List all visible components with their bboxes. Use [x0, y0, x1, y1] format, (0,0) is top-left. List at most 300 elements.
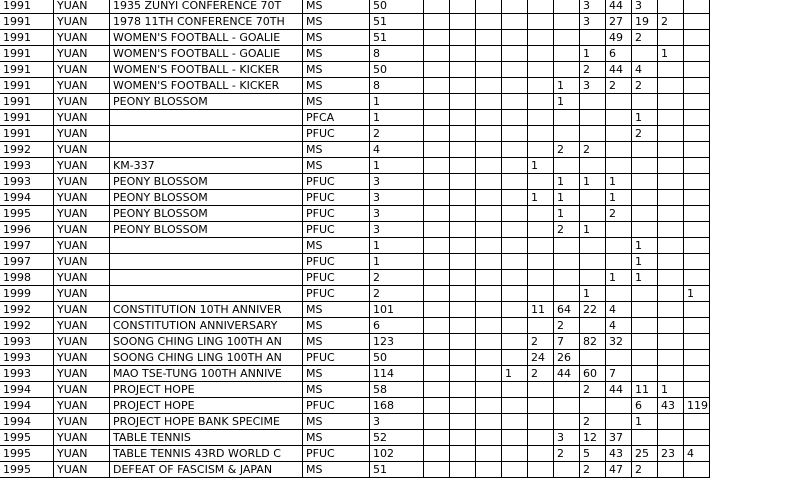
cell-description[interactable]: PROJECT HOPE BANK SPECIME — [110, 414, 303, 430]
cell-format[interactable]: MS — [303, 318, 370, 334]
cell-count-2[interactable] — [450, 126, 476, 142]
cell-quantity[interactable]: 51 — [370, 14, 424, 30]
cell-count-2[interactable] — [450, 254, 476, 270]
cell-description[interactable]: PEONY BLOSSOM — [110, 222, 303, 238]
cell-currency[interactable]: YUAN — [54, 414, 110, 430]
cell-count-8[interactable] — [606, 254, 632, 270]
cell-count-6[interactable] — [554, 238, 580, 254]
cell-count-7[interactable]: 5 — [580, 446, 606, 462]
cell-count-2[interactable] — [450, 270, 476, 286]
cell-format[interactable]: MS — [303, 414, 370, 430]
cell-count-5[interactable]: 1 — [528, 190, 554, 206]
cell-count-9[interactable] — [632, 206, 658, 222]
cell-count-11[interactable] — [684, 350, 710, 366]
cell-count-10[interactable] — [658, 206, 684, 222]
cell-count-10[interactable]: 1 — [658, 382, 684, 398]
cell-count-10[interactable] — [658, 126, 684, 142]
cell-count-9[interactable] — [632, 286, 658, 302]
cell-count-9[interactable] — [632, 430, 658, 446]
cell-format[interactable]: MS — [303, 382, 370, 398]
cell-year[interactable]: 1991 — [0, 94, 54, 110]
cell-year[interactable]: 1991 — [0, 110, 54, 126]
cell-count-11[interactable] — [684, 318, 710, 334]
cell-count-3[interactable] — [476, 254, 502, 270]
cell-count-3[interactable] — [476, 302, 502, 318]
cell-count-3[interactable] — [476, 46, 502, 62]
cell-count-4[interactable] — [502, 94, 528, 110]
cell-count-4[interactable] — [502, 158, 528, 174]
cell-count-10[interactable] — [658, 286, 684, 302]
cell-count-10[interactable] — [658, 318, 684, 334]
cell-count-10[interactable] — [658, 222, 684, 238]
cell-count-6[interactable]: 64 — [554, 302, 580, 318]
cell-count-10[interactable] — [658, 238, 684, 254]
cell-count-7[interactable]: 3 — [580, 14, 606, 30]
cell-format[interactable]: MS — [303, 238, 370, 254]
cell-count-6[interactable] — [554, 414, 580, 430]
cell-count-8[interactable]: 1 — [606, 190, 632, 206]
cell-format[interactable]: PFUC — [303, 446, 370, 462]
cell-count-5[interactable] — [528, 30, 554, 46]
cell-count-6[interactable] — [554, 46, 580, 62]
cell-count-6[interactable]: 1 — [554, 174, 580, 190]
cell-count-9[interactable]: 19 — [632, 14, 658, 30]
cell-count-7[interactable]: 12 — [580, 430, 606, 446]
cell-year[interactable]: 1998 — [0, 270, 54, 286]
cell-quantity[interactable]: 1 — [370, 94, 424, 110]
cell-count-8[interactable]: 7 — [606, 366, 632, 382]
cell-count-6[interactable] — [554, 126, 580, 142]
cell-description[interactable] — [110, 142, 303, 158]
cell-format[interactable]: MS — [303, 46, 370, 62]
cell-count-2[interactable] — [450, 430, 476, 446]
cell-count-3[interactable] — [476, 126, 502, 142]
cell-count-2[interactable] — [450, 222, 476, 238]
cell-count-10[interactable] — [658, 78, 684, 94]
cell-count-4[interactable] — [502, 414, 528, 430]
cell-quantity[interactable]: 1 — [370, 238, 424, 254]
cell-format[interactable]: PFUC — [303, 190, 370, 206]
cell-count-4[interactable] — [502, 334, 528, 350]
cell-count-1[interactable] — [424, 94, 450, 110]
cell-count-1[interactable] — [424, 30, 450, 46]
cell-count-2[interactable] — [450, 350, 476, 366]
cell-count-8[interactable] — [606, 142, 632, 158]
table-row[interactable] — [0, 94, 710, 110]
cell-count-5[interactable] — [528, 414, 554, 430]
cell-count-6[interactable] — [554, 30, 580, 46]
cell-count-2[interactable] — [450, 142, 476, 158]
cell-count-10[interactable] — [658, 0, 684, 14]
cell-count-7[interactable] — [580, 318, 606, 334]
cell-count-6[interactable] — [554, 110, 580, 126]
cell-description[interactable]: WOMEN'S FOOTBALL - GOALIE — [110, 46, 303, 62]
cell-count-1[interactable] — [424, 462, 450, 478]
cell-count-1[interactable] — [424, 382, 450, 398]
cell-count-7[interactable] — [580, 206, 606, 222]
cell-count-3[interactable] — [476, 110, 502, 126]
cell-count-9[interactable] — [632, 174, 658, 190]
cell-count-11[interactable] — [684, 174, 710, 190]
cell-count-6[interactable] — [554, 0, 580, 14]
cell-count-11[interactable] — [684, 110, 710, 126]
cell-count-9[interactable]: 2 — [632, 126, 658, 142]
cell-count-2[interactable] — [450, 286, 476, 302]
table-row[interactable] — [0, 430, 710, 446]
cell-quantity[interactable]: 4 — [370, 142, 424, 158]
cell-count-9[interactable]: 2 — [632, 78, 658, 94]
cell-currency[interactable]: YUAN — [54, 0, 110, 14]
cell-count-8[interactable]: 44 — [606, 382, 632, 398]
cell-count-7[interactable] — [580, 30, 606, 46]
cell-count-11[interactable] — [684, 14, 710, 30]
cell-count-8[interactable]: 44 — [606, 62, 632, 78]
cell-count-9[interactable] — [632, 46, 658, 62]
cell-count-6[interactable]: 44 — [554, 366, 580, 382]
cell-count-2[interactable] — [450, 110, 476, 126]
cell-count-2[interactable] — [450, 366, 476, 382]
cell-description[interactable]: WOMEN'S FOOTBALL - GOALIE — [110, 30, 303, 46]
cell-count-6[interactable] — [554, 62, 580, 78]
cell-count-2[interactable] — [450, 238, 476, 254]
cell-format[interactable]: PFUC — [303, 350, 370, 366]
cell-count-2[interactable] — [450, 398, 476, 414]
cell-count-6[interactable] — [554, 254, 580, 270]
cell-quantity[interactable]: 1 — [370, 158, 424, 174]
cell-count-2[interactable] — [450, 206, 476, 222]
cell-currency[interactable]: YUAN — [54, 366, 110, 382]
cell-count-5[interactable]: 2 — [528, 366, 554, 382]
cell-count-4[interactable] — [502, 382, 528, 398]
cell-count-10[interactable]: 23 — [658, 446, 684, 462]
cell-count-4[interactable] — [502, 206, 528, 222]
cell-year[interactable]: 1996 — [0, 222, 54, 238]
cell-count-3[interactable] — [476, 430, 502, 446]
cell-currency[interactable]: YUAN — [54, 190, 110, 206]
cell-count-4[interactable] — [502, 190, 528, 206]
cell-count-11[interactable] — [684, 302, 710, 318]
cell-currency[interactable]: YUAN — [54, 270, 110, 286]
cell-count-8[interactable] — [606, 238, 632, 254]
cell-count-11[interactable] — [684, 206, 710, 222]
cell-count-11[interactable] — [684, 222, 710, 238]
cell-count-10[interactable] — [658, 254, 684, 270]
cell-count-7[interactable]: 1 — [580, 286, 606, 302]
cell-description[interactable]: SOONG CHING LING 100TH AN — [110, 350, 303, 366]
cell-count-11[interactable] — [684, 270, 710, 286]
cell-count-5[interactable] — [528, 462, 554, 478]
cell-description[interactable]: PEONY BLOSSOM — [110, 94, 303, 110]
cell-count-6[interactable] — [554, 270, 580, 286]
cell-count-8[interactable]: 43 — [606, 446, 632, 462]
cell-format[interactable]: PFUC — [303, 286, 370, 302]
cell-count-8[interactable] — [606, 158, 632, 174]
cell-count-4[interactable] — [502, 318, 528, 334]
cell-count-5[interactable] — [528, 94, 554, 110]
cell-count-7[interactable]: 82 — [580, 334, 606, 350]
cell-year[interactable]: 1991 — [0, 78, 54, 94]
cell-format[interactable]: MS — [303, 30, 370, 46]
cell-count-10[interactable] — [658, 270, 684, 286]
cell-count-7[interactable] — [580, 126, 606, 142]
cell-count-11[interactable]: 119 — [684, 398, 710, 414]
cell-currency[interactable]: YUAN — [54, 78, 110, 94]
cell-description[interactable] — [110, 126, 303, 142]
cell-count-9[interactable] — [632, 158, 658, 174]
cell-count-4[interactable] — [502, 254, 528, 270]
cell-currency[interactable]: YUAN — [54, 318, 110, 334]
table-row[interactable] — [0, 0, 710, 14]
cell-count-11[interactable] — [684, 142, 710, 158]
cell-count-7[interactable] — [580, 254, 606, 270]
cell-count-11[interactable] — [684, 254, 710, 270]
table-row[interactable] — [0, 382, 710, 398]
cell-count-1[interactable] — [424, 46, 450, 62]
cell-count-1[interactable] — [424, 302, 450, 318]
cell-count-4[interactable] — [502, 286, 528, 302]
cell-count-6[interactable]: 2 — [554, 222, 580, 238]
cell-count-2[interactable] — [450, 334, 476, 350]
cell-count-4[interactable] — [502, 302, 528, 318]
cell-count-3[interactable] — [476, 350, 502, 366]
cell-count-7[interactable]: 2 — [580, 62, 606, 78]
cell-quantity[interactable]: 3 — [370, 174, 424, 190]
cell-year[interactable]: 1992 — [0, 302, 54, 318]
cell-count-2[interactable] — [450, 302, 476, 318]
cell-count-8[interactable] — [606, 350, 632, 366]
cell-count-9[interactable] — [632, 222, 658, 238]
cell-format[interactable]: MS — [303, 78, 370, 94]
cell-quantity[interactable]: 50 — [370, 62, 424, 78]
cell-description[interactable]: MAO TSE-TUNG 100TH ANNIVE — [110, 366, 303, 382]
cell-count-11[interactable] — [684, 190, 710, 206]
cell-description[interactable]: WOMEN'S FOOTBALL - KICKER — [110, 78, 303, 94]
cell-count-6[interactable]: 26 — [554, 350, 580, 366]
cell-count-2[interactable] — [450, 0, 476, 14]
cell-year[interactable]: 1995 — [0, 206, 54, 222]
cell-quantity[interactable]: 3 — [370, 206, 424, 222]
cell-count-10[interactable] — [658, 302, 684, 318]
cell-format[interactable]: MS — [303, 366, 370, 382]
cell-count-1[interactable] — [424, 190, 450, 206]
cell-count-1[interactable] — [424, 126, 450, 142]
cell-count-11[interactable] — [684, 46, 710, 62]
cell-currency[interactable]: YUAN — [54, 446, 110, 462]
cell-count-1[interactable] — [424, 0, 450, 14]
cell-count-8[interactable] — [606, 94, 632, 110]
cell-currency[interactable]: YUAN — [54, 94, 110, 110]
cell-count-7[interactable]: 3 — [580, 0, 606, 14]
cell-currency[interactable]: YUAN — [54, 126, 110, 142]
table-row[interactable] — [0, 462, 710, 478]
cell-currency[interactable]: YUAN — [54, 206, 110, 222]
cell-count-5[interactable] — [528, 430, 554, 446]
table-row[interactable] — [0, 366, 710, 382]
cell-format[interactable]: PFUC — [303, 270, 370, 286]
cell-count-2[interactable] — [450, 158, 476, 174]
cell-count-6[interactable]: 1 — [554, 190, 580, 206]
table-row[interactable] — [0, 190, 710, 206]
cell-count-9[interactable] — [632, 94, 658, 110]
cell-year[interactable]: 1991 — [0, 0, 54, 14]
cell-currency[interactable]: YUAN — [54, 462, 110, 478]
cell-quantity[interactable]: 6 — [370, 318, 424, 334]
cell-description[interactable]: PEONY BLOSSOM — [110, 206, 303, 222]
cell-count-3[interactable] — [476, 270, 502, 286]
cell-count-11[interactable] — [684, 414, 710, 430]
cell-count-10[interactable] — [658, 462, 684, 478]
cell-count-1[interactable] — [424, 78, 450, 94]
cell-count-11[interactable] — [684, 78, 710, 94]
table-row[interactable] — [0, 158, 710, 174]
cell-count-2[interactable] — [450, 190, 476, 206]
cell-count-3[interactable] — [476, 318, 502, 334]
cell-description[interactable]: PEONY BLOSSOM — [110, 190, 303, 206]
cell-count-10[interactable] — [658, 190, 684, 206]
cell-count-8[interactable]: 1 — [606, 174, 632, 190]
cell-count-5[interactable] — [528, 126, 554, 142]
cell-count-2[interactable] — [450, 46, 476, 62]
cell-description[interactable]: PROJECT HOPE — [110, 398, 303, 414]
cell-count-6[interactable] — [554, 382, 580, 398]
cell-count-7[interactable] — [580, 110, 606, 126]
cell-description[interactable]: WOMEN'S FOOTBALL - KICKER — [110, 62, 303, 78]
cell-format[interactable]: MS — [303, 302, 370, 318]
cell-count-9[interactable] — [632, 142, 658, 158]
cell-count-10[interactable]: 1 — [658, 46, 684, 62]
cell-count-4[interactable] — [502, 126, 528, 142]
cell-year[interactable]: 1997 — [0, 254, 54, 270]
cell-count-3[interactable] — [476, 286, 502, 302]
cell-count-5[interactable] — [528, 318, 554, 334]
cell-count-2[interactable] — [450, 318, 476, 334]
cell-currency[interactable]: YUAN — [54, 238, 110, 254]
cell-count-1[interactable] — [424, 222, 450, 238]
cell-count-4[interactable] — [502, 30, 528, 46]
cell-count-9[interactable] — [632, 334, 658, 350]
cell-year[interactable]: 1992 — [0, 142, 54, 158]
cell-count-4[interactable] — [502, 62, 528, 78]
cell-count-6[interactable]: 2 — [554, 142, 580, 158]
cell-count-8[interactable]: 47 — [606, 462, 632, 478]
cell-format[interactable]: PFUC — [303, 222, 370, 238]
cell-quantity[interactable]: 2 — [370, 270, 424, 286]
cell-description[interactable]: TABLE TENNIS 43RD WORLD C — [110, 446, 303, 462]
cell-count-2[interactable] — [450, 174, 476, 190]
cell-count-4[interactable] — [502, 430, 528, 446]
cell-currency[interactable]: YUAN — [54, 302, 110, 318]
table-row[interactable] — [0, 78, 710, 94]
cell-count-1[interactable] — [424, 366, 450, 382]
table-row[interactable] — [0, 222, 710, 238]
cell-count-8[interactable]: 6 — [606, 46, 632, 62]
cell-year[interactable]: 1993 — [0, 174, 54, 190]
cell-count-11[interactable] — [684, 94, 710, 110]
cell-quantity[interactable]: 123 — [370, 334, 424, 350]
cell-quantity[interactable]: 8 — [370, 78, 424, 94]
cell-year[interactable]: 1994 — [0, 190, 54, 206]
cell-count-1[interactable] — [424, 398, 450, 414]
cell-quantity[interactable]: 51 — [370, 462, 424, 478]
cell-count-6[interactable]: 1 — [554, 78, 580, 94]
cell-count-9[interactable]: 2 — [632, 30, 658, 46]
cell-count-5[interactable]: 2 — [528, 334, 554, 350]
cell-count-3[interactable] — [476, 398, 502, 414]
cell-count-2[interactable] — [450, 30, 476, 46]
cell-count-2[interactable] — [450, 78, 476, 94]
cell-count-5[interactable] — [528, 78, 554, 94]
cell-count-1[interactable] — [424, 62, 450, 78]
table-row[interactable] — [0, 46, 710, 62]
cell-count-11[interactable] — [684, 126, 710, 142]
cell-count-9[interactable]: 1 — [632, 414, 658, 430]
cell-count-1[interactable] — [424, 142, 450, 158]
cell-count-1[interactable] — [424, 286, 450, 302]
cell-count-5[interactable] — [528, 446, 554, 462]
cell-count-8[interactable]: 37 — [606, 430, 632, 446]
cell-count-11[interactable] — [684, 382, 710, 398]
cell-count-4[interactable] — [502, 14, 528, 30]
cell-count-4[interactable]: 1 — [502, 366, 528, 382]
cell-count-11[interactable] — [684, 62, 710, 78]
cell-count-7[interactable] — [580, 398, 606, 414]
cell-format[interactable]: PFUC — [303, 398, 370, 414]
cell-count-9[interactable] — [632, 302, 658, 318]
cell-count-2[interactable] — [450, 14, 476, 30]
cell-count-11[interactable] — [684, 430, 710, 446]
cell-quantity[interactable]: 50 — [370, 350, 424, 366]
cell-description[interactable]: KM-337 — [110, 158, 303, 174]
cell-count-6[interactable]: 1 — [554, 206, 580, 222]
cell-format[interactable]: MS — [303, 462, 370, 478]
cell-currency[interactable]: YUAN — [54, 382, 110, 398]
cell-count-8[interactable]: 44 — [606, 0, 632, 14]
cell-description[interactable] — [110, 254, 303, 270]
cell-count-4[interactable] — [502, 78, 528, 94]
cell-format[interactable]: PFUC — [303, 206, 370, 222]
cell-count-3[interactable] — [476, 30, 502, 46]
cell-count-2[interactable] — [450, 62, 476, 78]
cell-count-8[interactable]: 1 — [606, 270, 632, 286]
cell-description[interactable] — [110, 238, 303, 254]
cell-currency[interactable]: YUAN — [54, 430, 110, 446]
cell-description[interactable]: CONSTITUTION 10TH ANNIVER — [110, 302, 303, 318]
table-row[interactable] — [0, 286, 710, 302]
cell-count-11[interactable] — [684, 0, 710, 14]
cell-count-10[interactable]: 43 — [658, 398, 684, 414]
cell-year[interactable]: 1994 — [0, 414, 54, 430]
cell-year[interactable]: 1991 — [0, 62, 54, 78]
cell-count-1[interactable] — [424, 110, 450, 126]
cell-quantity[interactable]: 1 — [370, 110, 424, 126]
cell-year[interactable]: 1995 — [0, 430, 54, 446]
cell-year[interactable]: 1993 — [0, 366, 54, 382]
cell-quantity[interactable]: 8 — [370, 46, 424, 62]
cell-description[interactable] — [110, 110, 303, 126]
cell-count-4[interactable] — [502, 222, 528, 238]
cell-quantity[interactable]: 3 — [370, 414, 424, 430]
cell-description[interactable]: SOONG CHING LING 100TH AN — [110, 334, 303, 350]
cell-count-11[interactable] — [684, 366, 710, 382]
table-row[interactable] — [0, 126, 710, 142]
cell-quantity[interactable]: 1 — [370, 254, 424, 270]
cell-count-1[interactable] — [424, 206, 450, 222]
cell-year[interactable]: 1992 — [0, 318, 54, 334]
cell-count-1[interactable] — [424, 414, 450, 430]
table-row[interactable] — [0, 238, 710, 254]
cell-count-11[interactable] — [684, 334, 710, 350]
cell-count-3[interactable] — [476, 142, 502, 158]
